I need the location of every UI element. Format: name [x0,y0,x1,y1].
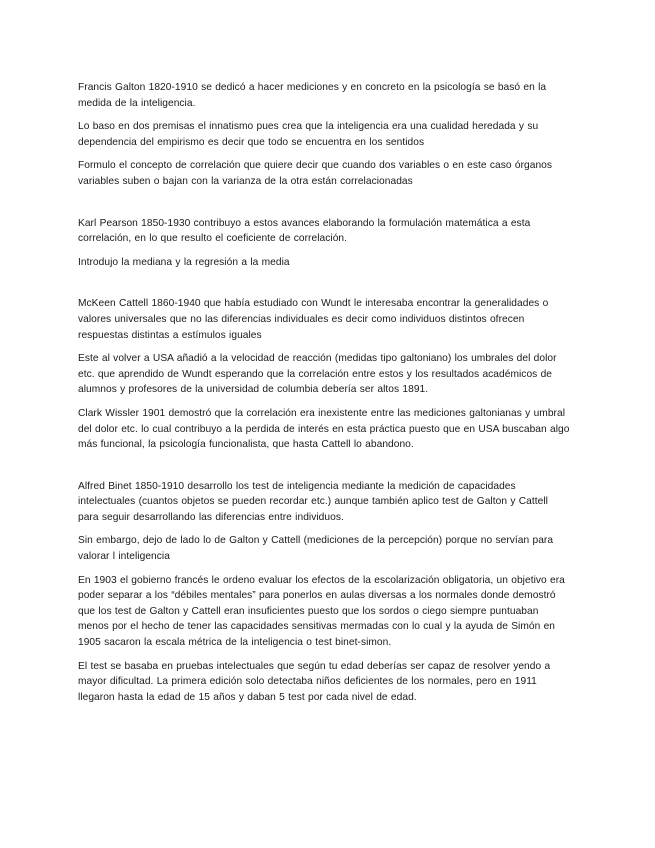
section-gap [78,198,571,216]
paragraph-galton-intro: Francis Galton 1820-1910 se dedicó a hacer mediciones y en concreto en la psicología se basó en la medida de la inteligencia. [78,82,547,109]
paragraph-cattell-usa: Este al volver a USA añadió a la velocidad de reacción (medidas tipo galtoniano) los umbrales del dolor etc. que aprendido de Wundt esperando que la correlación entre estos y los resultados académicos de alumnos y profesores de la universidad de columbia debería ser altos 1891. [78,353,557,396]
paragraph-binet-percepcion: Sin embargo, dejo de lado lo de Galton y Cattell (mediciones de la percepción) porque no servían para valorar l inteligencia [78,535,554,563]
paragraph-binet-intro: Alfred Binet 1850-1910 desarrollo los test de inteligencia mediante la medición de capacidades intelectuales (cuantos objetos se pueden recordar etc.) aunque también aplico test de Galton y Cattell para seguir desarrollando las diferencias entre individuos. [78,480,548,523]
paragraph-pearson-intro: Karl Pearson 1850-1930 contribuyo a estos avances elaborando la formulación matemática a esta correlación, en lo que resulto el coeficiente de correlación. [78,217,531,245]
paragraph-galton-premisas: Lo baso en dos premisas el innatismo pues crea que la inteligencia era una cualidad heredada y su dependencia del empirismo es decir que todo se encuentra en los sentidos [78,121,539,148]
paragraph-pearson-mediana: Introdujo la mediana y la regresión a la media [78,256,290,268]
paragraph-galton-correlacion: Formulo el concepto de correlación que quiere decir que cuando dos variables o en este caso órganos variables suben o bajan con la varianza de la otra están correlacionadas [78,160,553,187]
paragraph-binet-test: El test se basaba en pruebas intelectuales que según tu edad deberías ser capaz de resolver yendo a mayor dificultad. La primera edición solo detectaba niños deficientes de los normales, pero en 1911 llegaron hasta la edad de 15 años y daban 5 test por cada nivel de edad. [78,660,551,703]
paragraph-wissler: Clark Wissler 1901 demostró que la correlación era inexistente entre las mediciones galtonianas y umbral del dolor etc. lo cual contribuyo a la perdida de interés en esta práctica puesto que en USA buscaban algo más funcional, la psicología funcionalista, que hasta Cattell lo abandono. [78,407,570,451]
section-gap [78,461,571,479]
paragraph-cattell-intro: McKeen Cattell 1860-1940 que había estudiado con Wundt le interesaba encontrar la generalidades o valores universales que no las diferencias individuales es decir como individuos distintos ofrecen respuestas distintas a estímulos iguales [78,298,549,341]
paragraph-binet-1903: En 1903 el gobierno francés le ordeno evaluar los efectos de la escolarización obligatoria, un objetivo era poder separar a los “débiles mentales” para ponerlos en aulas diversas a los normales donde demostró que los test de Galton y Cattell eran insuficientes puesto que los sordos o ciego siempre puntuaban menos por el hecho de tener las capacidades sensitivas mermadas con lo cual y la ayuda de Simón en 1905 sacaron la escala métrica de la inteligencia o test binet-simon. [78,574,565,649]
section-gap [78,278,571,296]
